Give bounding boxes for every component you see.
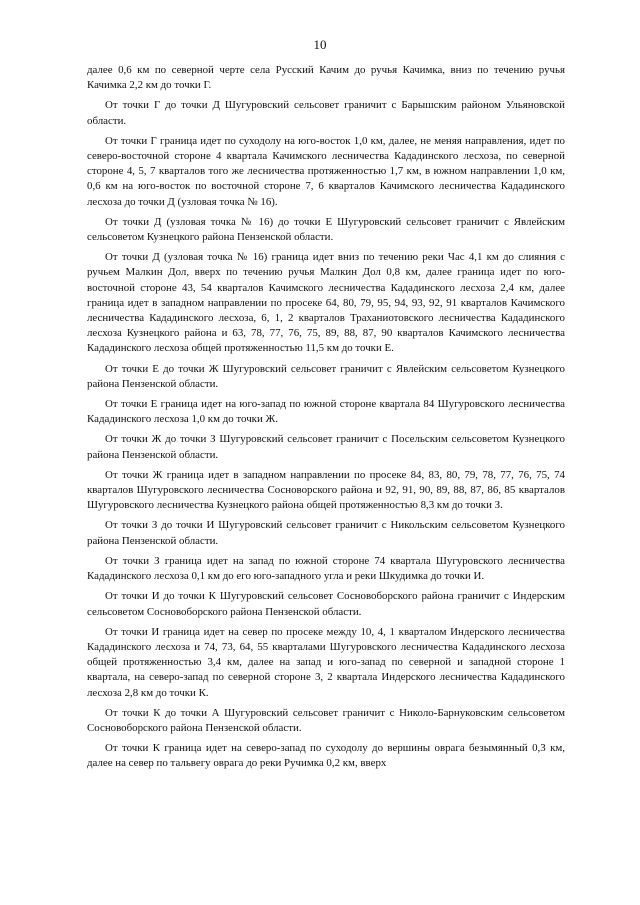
paragraph: От точки Д (узловая точка № 16) граница идет вниз по течению реки Час 4,1 км до слияния с ручьем Малкин Дол, вверх по течению ручья Малкин Дол 0,8 км, далее граница идет по юго-восточной стороне 43, 54 кварталов Качимского лесничества Кададинского лесхоза 2,4 км, далее граница идет в западном направлении по просеке 64, 80, 79, 95, 94, 93, 92, 91 кварталов Качимского лесничества Кададинского лесхоза, 6, 1, 2 кварталов Траханиотовского лесничества Кададинского лесхоза Кузнецкого района и 63, 78, 77, 76, 75, 89, 88, 87, 90 кварталов Качимского лесничества Кададинского лесхоза общей протяженностью 11,5 км до точки Е. — [87, 251, 565, 355]
paragraph: От точки Ж до точки З Шугуровский сельсовет граничит с Посельским сельсоветом Кузнецкого района Пензенской области. — [87, 433, 565, 461]
paragraph: От точки Е до точки Ж Шугуровский сельсовет граничит с Явлейским сельсоветом Кузнецкого района Пензенской области. — [87, 362, 565, 390]
paragraph: далее 0,6 км по северной черте села Русский Качим до ручья Качимка, вниз по течению ручья Качимка 2,2 км до точки Г. — [87, 64, 565, 92]
paragraph: От точки И граница идет на север по просеке между 10, 4, 1 кварталом Индерского лесничества Кададинского лесхоза и 74, 73, 64, 55 кварталами Шугуровского лесничества Кададинского лесхоза общей протяженностью 3,4 км, далее на запад и юго-запад по северной и западной стороне 1 квартала, на северо-запад по северной стороне 3, 2 квартала Индерского лесничества Кададинского лесхоза 2,8 км до точки К. — [87, 625, 565, 699]
paragraph: От точки К до точки А Шугуровский сельсовет граничит с Николо-Барнуковским сельсоветом Сосновоборского района Пензенской области. — [87, 706, 565, 734]
paragraph: От точки К граница идет на северо-запад по суходолу до вершины оврага безымянный 0,3 км, далее на север по тальвегу оврага до реки Ручимка 0,2 км, вверх — [87, 742, 565, 770]
paragraph: От точки Е граница идет на юго-запад по южной стороне квартала 84 Шугуровского лесничества Кададинского лесхоза 1,0 км до точки Ж. — [87, 398, 565, 426]
paragraph: От точки И до точки К Шугуровский сельсовет Сосновоборского района граничит с Индерским сельсоветом Сосновоборского района Пензенской области. — [87, 590, 565, 618]
paragraph: От точки З граница идет на запад по южной стороне 74 квартала Шугуровского лесничества Кададинского лесхоза 0,1 км до его юго-западного угла и реки Шкудимка до точки И. — [87, 554, 565, 583]
page-number: 10 — [313, 37, 327, 52]
paragraph: От точки Г до точки Д Шугуровский сельсовет граничит с Барышским районом Ульяновской области. — [87, 99, 565, 127]
paragraph: От точки Г граница идет по суходолу на юго-восток 1,0 км, далее, не меняя направления, идет по северо-восточной стороне 4 квартала Качимского лесничества Кададинского лесхоза, по северной стороне 4, 5, 7 кварталов того же лесничества протяженностью 1,7 км, в южном направлении 1,0 км, 0,6 км на юго-восток по восточной стороне 7, 6 кварталов Качимского лесничества Кададинского лесхоза до точки Д (узловая точка № 16). — [87, 134, 565, 208]
paragraph: От точки Д (узловая точка № 16) до точки Е Шугуровский сельсовет граничит с Явлейским сельсоветом Кузнецкого района Пензенской области. — [87, 215, 565, 244]
paragraph: От точки Ж граница идет в западном направлении по просеке 84, 83, 80, 79, 78, 77, 76, 75, 74 кварталов Шугуровского лесничества Сосноворского района и 92, 91, 90, 89, 88, 87, 86, 85 кварталов Шугуровского лесничества Кузнецкого района общей протяженностью 8,3 км до точки З. — [87, 468, 565, 512]
document-body — [87, 63, 565, 777]
paragraph: От точки З до точки И Шугуровский сельсовет граничит с Никольским сельсоветом Кузнецкого района Пензенской области. — [87, 519, 565, 547]
